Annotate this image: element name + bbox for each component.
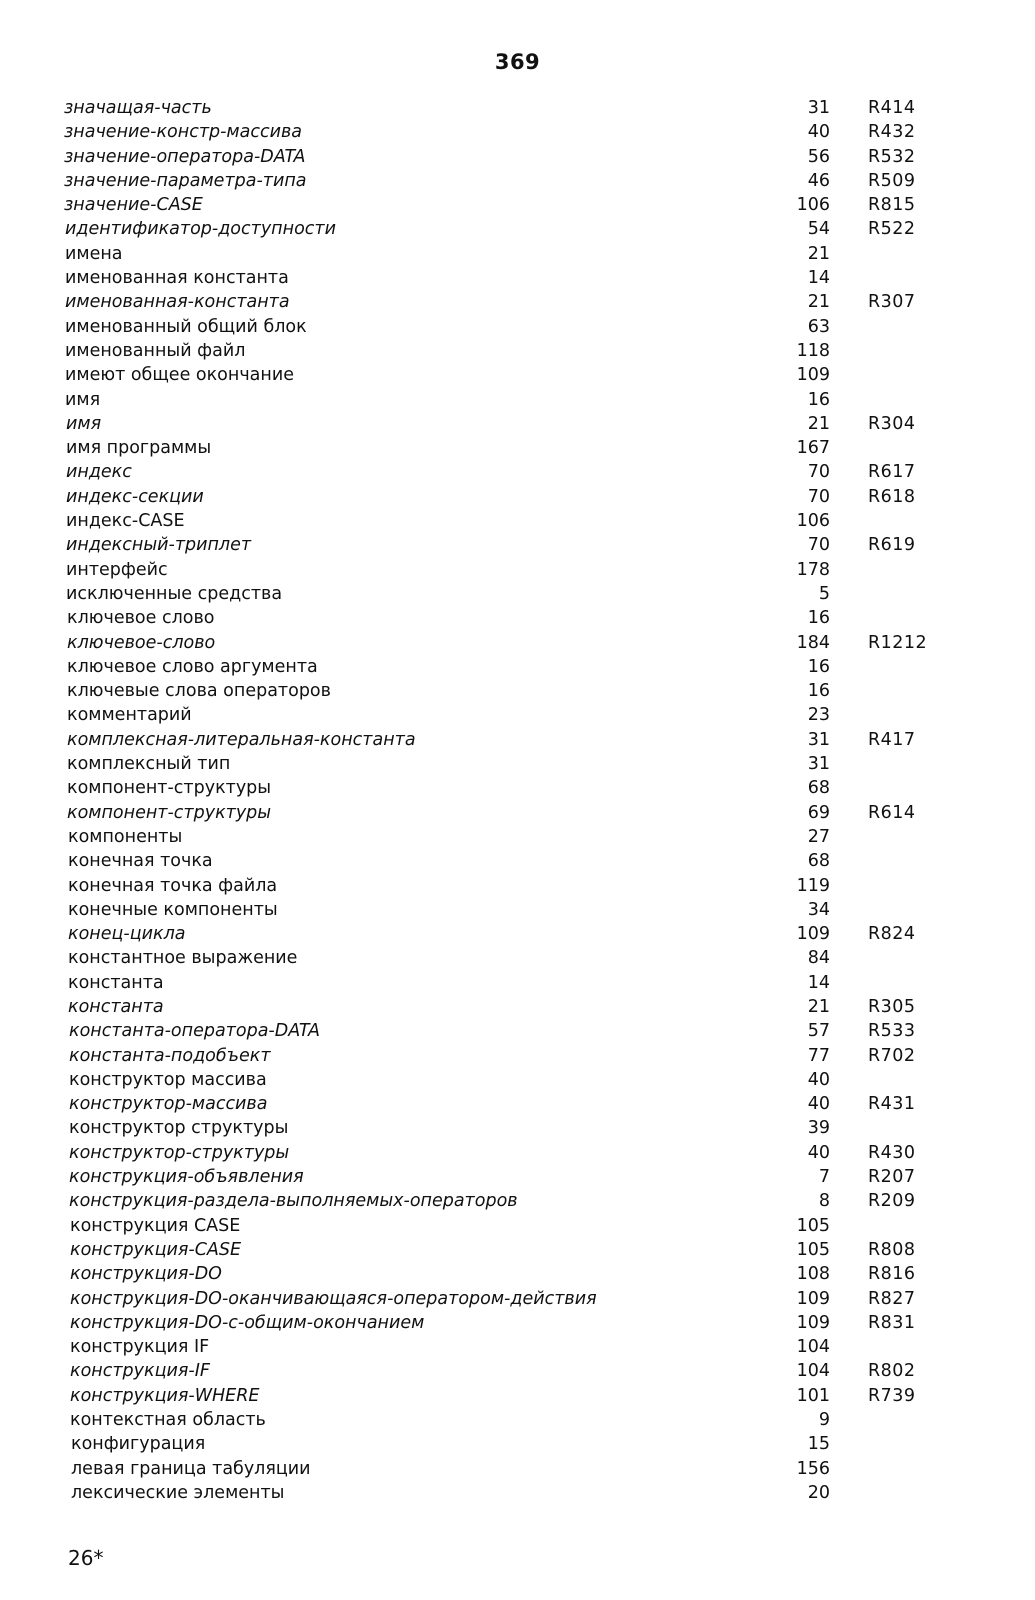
index-term: комплексный тип <box>67 754 231 775</box>
index-term: конструкция-WHERE <box>70 1385 260 1406</box>
index-page-number: 106 <box>796 511 830 532</box>
index-page-number: 57 <box>807 1021 830 1042</box>
index-entry <box>0 266 1035 290</box>
index-page-number: 106 <box>796 195 830 216</box>
signature-mark: 26* <box>68 1546 104 1570</box>
index-entry <box>0 849 1035 873</box>
index-term: конструкция CASE <box>70 1215 241 1236</box>
index-entry <box>0 242 1035 266</box>
index-entry <box>0 96 1035 120</box>
index-entry <box>0 825 1035 849</box>
index-rule-ref: R417 <box>868 729 916 750</box>
index-term: имя <box>65 389 101 410</box>
index-entry <box>0 1214 1035 1238</box>
index-term: левая граница табуляции <box>71 1458 311 1479</box>
index-term: конструкция-DO-оканчивающаяся-оператором-действия <box>70 1288 597 1309</box>
index-term: индекс-CASE <box>66 511 185 532</box>
index-rule-ref: R827 <box>868 1288 916 1309</box>
index-rule-ref: R533 <box>868 1021 916 1042</box>
index-page-number: 40 <box>807 1094 830 1115</box>
index-term: конструктор массива <box>69 1069 267 1090</box>
index-page-number: 68 <box>807 778 830 799</box>
index-rule-ref: R431 <box>868 1094 916 1115</box>
index-entry <box>0 898 1035 922</box>
page-number: 369 <box>494 50 541 74</box>
index-entry <box>0 631 1035 655</box>
index-page-number: 7 <box>818 1167 830 1188</box>
index-term: именованный общий блок <box>65 316 307 337</box>
index-term: конечная точка <box>68 851 213 872</box>
index-entry <box>0 1457 1035 1481</box>
index-page-number: 14 <box>807 972 830 993</box>
index-page-number: 40 <box>807 122 830 143</box>
index-entry <box>0 1432 1035 1456</box>
index-term: конечные компоненты <box>68 899 278 920</box>
index-term: индексный-триплет <box>66 535 252 556</box>
index-term: интерфейс <box>66 559 168 580</box>
index-entry <box>0 485 1035 509</box>
index-term: имена <box>65 243 123 264</box>
index-term: конструкция-DO-с-общим-окончанием <box>70 1312 425 1333</box>
index-entry <box>0 776 1035 800</box>
index-page-number: 70 <box>807 462 830 483</box>
index-entry <box>0 728 1035 752</box>
index-entry <box>0 436 1035 460</box>
index-term: ключевое-слово <box>67 632 216 653</box>
index-rule-ref: R509 <box>868 170 916 191</box>
index-page-number: 31 <box>807 729 830 750</box>
index-rule-ref: R831 <box>868 1312 916 1333</box>
index-page-number: 167 <box>796 438 830 459</box>
index-rule-ref: R802 <box>868 1361 916 1382</box>
index-term: конечная точка файла <box>68 875 278 896</box>
index-rule-ref: R618 <box>868 486 916 507</box>
index-rule-ref: R430 <box>868 1142 916 1163</box>
index-page-number: 104 <box>796 1337 830 1358</box>
index-term: компонент-структуры <box>67 778 272 799</box>
index-entry <box>0 1019 1035 1043</box>
index-rule-ref: R739 <box>868 1385 916 1406</box>
index-page-number: 109 <box>796 924 830 945</box>
index-term: имеют общее окончание <box>65 365 294 386</box>
index-entry <box>0 388 1035 412</box>
index-term: конструктор-структуры <box>69 1142 290 1163</box>
index-entry <box>0 655 1035 679</box>
index-entry <box>0 339 1035 363</box>
index-rule-ref: R1212 <box>868 632 928 653</box>
index-term: конструкция IF <box>70 1337 210 1358</box>
index-entry <box>0 1141 1035 1165</box>
index-rule-ref: R414 <box>868 98 916 118</box>
index-term: именованная-константа <box>65 292 290 313</box>
index-entry <box>0 1165 1035 1189</box>
index-entry <box>0 1335 1035 1359</box>
index-term: исключенные средства <box>66 583 283 604</box>
index-term: конструктор структуры <box>69 1118 289 1139</box>
index-term: идентификатор-доступности <box>65 219 336 240</box>
index-page-number: 39 <box>807 1118 830 1139</box>
index-rule-ref: R305 <box>868 996 916 1017</box>
index-term: конфигурация <box>71 1434 206 1455</box>
index-page-number: 69 <box>807 802 830 823</box>
index-page-number: 184 <box>796 632 830 653</box>
index-entry <box>0 1068 1035 1092</box>
index-page-number: 40 <box>807 1069 830 1090</box>
index-term: конструктор-массива <box>69 1094 268 1115</box>
index-rule-ref: R522 <box>868 219 916 240</box>
index-page-number: 14 <box>807 268 830 289</box>
index-page-number: 108 <box>796 1264 830 1285</box>
index-page-number: 105 <box>796 1239 830 1260</box>
index-page-number: 23 <box>807 705 830 726</box>
index-term: ключевое слово <box>67 608 215 629</box>
index-entry <box>0 412 1035 436</box>
index-term: имя программы <box>66 438 212 459</box>
index-page-number: 70 <box>807 535 830 556</box>
index-page-number: 21 <box>807 292 830 313</box>
index-entry <box>0 703 1035 727</box>
index-entry <box>0 290 1035 314</box>
index-term: значение-оператора-DATA <box>64 146 306 167</box>
index-term: ключевые слова операторов <box>67 681 331 702</box>
index-rule-ref: R614 <box>868 802 916 823</box>
index-entry <box>0 460 1035 484</box>
index-page-number: 8 <box>818 1191 830 1212</box>
index-term: значение-параметра-типа <box>64 170 307 191</box>
index-rule-ref: R304 <box>868 413 916 434</box>
index-page-number: 109 <box>796 365 830 386</box>
index-page-number: 15 <box>807 1434 830 1455</box>
index-rule-ref: R824 <box>868 924 916 945</box>
index-rule-ref: R532 <box>868 146 916 167</box>
index-term: лексические элементы <box>71 1482 285 1503</box>
index-page-number: 34 <box>807 899 830 920</box>
index-term: компоненты <box>68 826 183 847</box>
index-rule-ref: R307 <box>868 292 916 313</box>
index-term: конструкция-раздела-выполняемых-операторов <box>69 1191 518 1212</box>
index-term: константа-подобъект <box>69 1045 271 1066</box>
index-page-number: 16 <box>807 608 830 629</box>
index-term: конструкция-CASE <box>70 1239 242 1260</box>
index-rule-ref: R619 <box>868 535 916 556</box>
index-term: индекс-секции <box>66 486 204 507</box>
index-term: значение-CASE <box>64 195 203 216</box>
index-page-number: 84 <box>807 948 830 969</box>
index-term: компонент-структуры <box>67 802 272 823</box>
index-page-number: 119 <box>796 875 830 896</box>
index-page-number: 21 <box>807 996 830 1017</box>
index-entry <box>0 1116 1035 1140</box>
index-page-number: 101 <box>796 1385 830 1406</box>
index-page-number: 21 <box>807 243 830 264</box>
index-page-number: 156 <box>796 1458 830 1479</box>
index-entry <box>0 971 1035 995</box>
index-entry <box>0 752 1035 776</box>
index-entry <box>0 509 1035 533</box>
index-term: ключевое слово аргумента <box>67 656 318 677</box>
index-rule-ref: R617 <box>868 462 916 483</box>
index-entry <box>0 582 1035 606</box>
index-rule-ref: R702 <box>868 1045 916 1066</box>
index-term: именованный файл <box>65 340 246 361</box>
index-page-number: 16 <box>807 656 830 677</box>
index-entry <box>0 995 1035 1019</box>
index-rule-ref: R209 <box>868 1191 916 1212</box>
index-page-number: 109 <box>796 1312 830 1333</box>
index-term: константа <box>68 972 164 993</box>
index-entry <box>0 193 1035 217</box>
index-entry <box>0 558 1035 582</box>
index-page-number: 46 <box>807 170 830 191</box>
index-entry <box>0 1189 1035 1213</box>
index-term: конструкция-объявления <box>69 1167 304 1188</box>
index-term: константа-оператора-DATA <box>69 1021 320 1042</box>
index-page-number: 5 <box>818 583 830 604</box>
index-entry <box>0 1287 1035 1311</box>
index-entry <box>0 1311 1035 1335</box>
index-rule-ref: R808 <box>868 1239 916 1260</box>
index-page-number: 21 <box>807 413 830 434</box>
index-page-number: 104 <box>796 1361 830 1382</box>
index-entry <box>0 1044 1035 1068</box>
index-entry <box>0 1481 1035 1505</box>
index-term: конструкция-IF <box>70 1361 210 1382</box>
index-page-number: 178 <box>796 559 830 580</box>
index-entry <box>0 533 1035 557</box>
index-term: комментарий <box>67 705 192 726</box>
index-entry <box>0 606 1035 630</box>
index-page-number: 16 <box>807 389 830 410</box>
index-entry <box>0 120 1035 144</box>
index-term: значение-констр-массива <box>64 122 303 143</box>
index-page-number: 109 <box>796 1288 830 1309</box>
index-term: константа <box>68 996 164 1017</box>
index-page-number: 68 <box>807 851 830 872</box>
index-rule-ref: R207 <box>868 1167 916 1188</box>
index-rule-ref: R432 <box>868 122 916 143</box>
index-entry <box>0 801 1035 825</box>
index-entry <box>0 1408 1035 1432</box>
index-entry <box>0 169 1035 193</box>
index-term: константное выражение <box>68 948 298 969</box>
index-term: значащая-часть <box>64 98 212 118</box>
index-page-number: 27 <box>807 826 830 847</box>
index-term: индекс <box>66 462 132 483</box>
index-list <box>0 96 1035 1505</box>
index-page-number: 31 <box>807 98 830 118</box>
index-page-number: 70 <box>807 486 830 507</box>
index-page-number: 54 <box>807 219 830 240</box>
index-entry <box>0 145 1035 169</box>
index-entry <box>0 874 1035 898</box>
index-page-number: 20 <box>807 1482 830 1503</box>
index-term: конец-цикла <box>68 924 186 945</box>
index-term: контекстная область <box>70 1410 266 1431</box>
index-term: имя <box>66 413 102 434</box>
index-page-number: 9 <box>818 1410 830 1431</box>
index-page-number: 40 <box>807 1142 830 1163</box>
index-term: именованная константа <box>65 268 289 289</box>
index-entry <box>0 946 1035 970</box>
index-entry <box>0 363 1035 387</box>
index-entry <box>0 679 1035 703</box>
index-term: конструкция-DO <box>70 1264 222 1285</box>
index-entry <box>0 1238 1035 1262</box>
index-page-number: 16 <box>807 681 830 702</box>
index-entry <box>0 1092 1035 1116</box>
index-rule-ref: R816 <box>868 1264 916 1285</box>
index-page-number: 105 <box>796 1215 830 1236</box>
index-entry <box>0 1359 1035 1383</box>
index-page-number: 63 <box>807 316 830 337</box>
index-entry <box>0 1262 1035 1286</box>
index-entry <box>0 315 1035 339</box>
index-entry <box>0 922 1035 946</box>
index-page-number: 118 <box>796 340 830 361</box>
index-page-number: 77 <box>807 1045 830 1066</box>
index-rule-ref: R815 <box>868 195 916 216</box>
index-term: комплексная-литеральная-константа <box>67 729 416 750</box>
index-page-number: 56 <box>807 146 830 167</box>
index-entry <box>0 217 1035 241</box>
index-page-number: 31 <box>807 754 830 775</box>
index-entry <box>0 1384 1035 1408</box>
